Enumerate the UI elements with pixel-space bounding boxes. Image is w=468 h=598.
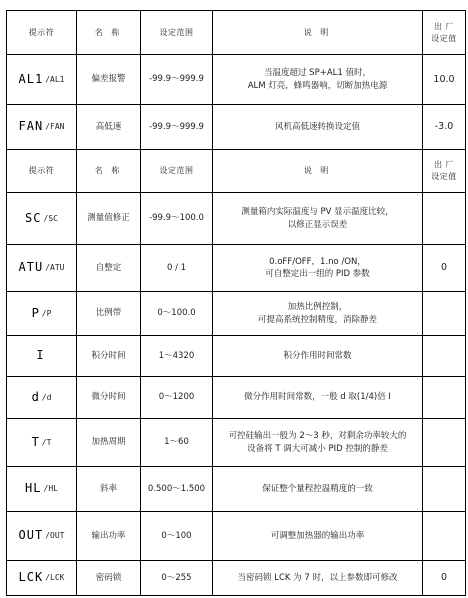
table-row — [7, 561, 466, 596]
parameter-table — [6, 10, 466, 596]
prompt-symbol — [7, 561, 77, 596]
factory-value — [423, 377, 466, 419]
param-description: 当温度超过 SP+AL1 值时， ALM 灯亮，蜂鸣器响，切断加热电源 — [213, 55, 423, 105]
param-description: 可调整加热器的输出功率 — [213, 512, 423, 561]
table-header-row — [7, 11, 466, 55]
param-range: -99.9～999.9 — [141, 105, 213, 150]
prompt-code: /d — [41, 392, 52, 402]
led-glyph: HL — [25, 481, 42, 496]
param-range: 1～4320 — [141, 336, 213, 377]
param-range: 1～60 — [141, 419, 213, 467]
prompt-symbol — [7, 467, 77, 512]
led-glyph: P — [31, 305, 40, 320]
param-name: 自整定 — [77, 245, 141, 292]
param-range: 0～255 — [141, 561, 213, 596]
prompt-code: /HL — [43, 484, 58, 494]
factory-value — [423, 467, 466, 512]
led-glyph: T — [31, 434, 40, 449]
led-glyph: LCK — [18, 570, 44, 585]
header-factory-default: 出 厂 设定值 — [423, 11, 466, 55]
param-description: 0.oFF/OFF，1.no /ON， 可自整定出一组的 PID 参数 — [213, 245, 423, 292]
led-glyph: I — [36, 348, 45, 363]
factory-value — [423, 419, 466, 467]
factory-value: 0 — [423, 561, 466, 596]
factory-value — [423, 336, 466, 377]
header-description: 说 明 — [213, 150, 423, 193]
param-name: 加热周期 — [77, 419, 141, 467]
table-row — [7, 245, 466, 292]
param-name: 输出功率 — [77, 512, 141, 561]
header-description: 说 明 — [213, 11, 423, 55]
factory-value — [423, 193, 466, 245]
param-range: 0～1200 — [141, 377, 213, 419]
param-description: 风机高低速转换设定值 — [213, 105, 423, 150]
param-range: -99.9～100.0 — [141, 193, 213, 245]
prompt-symbol — [7, 245, 77, 292]
table-row — [7, 105, 466, 150]
table-row — [7, 377, 466, 419]
param-description: 可控硅输出一般为 2～3 秒，对剩余功率较大的 设备将 T 调大可减小 PID 控制的静差 — [213, 419, 423, 467]
header-factory-default: 出 厂 设定值 — [423, 150, 466, 193]
param-range: 0 / 1 — [141, 245, 213, 292]
header-name: 名 称 — [77, 150, 141, 193]
table-row — [7, 292, 466, 336]
param-range: 0～100 — [141, 512, 213, 561]
param-name: 密码锁 — [77, 561, 141, 596]
led-glyph: SC — [25, 210, 42, 225]
prompt-symbol — [7, 419, 77, 467]
prompt-code: /AL1 — [45, 74, 65, 84]
param-description: 当密码锁 LCK 为 7 时，以上参数即可修改 — [213, 561, 423, 596]
prompt-code: /P — [41, 308, 52, 318]
prompt-symbol — [7, 512, 77, 561]
led-glyph: ATU — [18, 260, 44, 275]
param-name: 偏差报警 — [77, 55, 141, 105]
prompt-code: /OUT — [45, 531, 65, 541]
header-name: 名 称 — [77, 11, 141, 55]
factory-value: 10.0 — [423, 55, 466, 105]
param-range: -99.9～999.9 — [141, 55, 213, 105]
table-row — [7, 193, 466, 245]
table-header-row — [7, 150, 466, 193]
prompt-symbol — [7, 55, 77, 105]
prompt-symbol — [7, 336, 77, 377]
param-name: 斜率 — [77, 467, 141, 512]
param-range: 0.500～1.500 — [141, 467, 213, 512]
prompt-code: /SC — [43, 213, 58, 223]
prompt-symbol — [7, 292, 77, 336]
factory-value: 0 — [423, 245, 466, 292]
table-row — [7, 467, 466, 512]
factory-value: -3.0 — [423, 105, 466, 150]
led-glyph: AL1 — [18, 71, 44, 86]
factory-value — [423, 512, 466, 561]
led-glyph: FAN — [18, 119, 44, 134]
param-description: 加热比例控制， 可提高系统控制精度，消除静差 — [213, 292, 423, 336]
table-row — [7, 336, 466, 377]
prompt-symbol — [7, 193, 77, 245]
prompt-code: /FAN — [45, 122, 65, 132]
prompt-code: /ATU — [45, 263, 65, 273]
prompt-symbol — [7, 377, 77, 419]
table-row — [7, 419, 466, 467]
prompt-code: /T — [41, 437, 52, 447]
param-description: 积分作用时间常数 — [213, 336, 423, 377]
param-name: 比例带 — [77, 292, 141, 336]
factory-value — [423, 292, 466, 336]
led-glyph: OUT — [18, 528, 44, 543]
table-row — [7, 55, 466, 105]
header-prompt: 提示符 — [7, 11, 77, 55]
prompt-code: /LCK — [45, 573, 65, 583]
header-range: 设定范围 — [141, 11, 213, 55]
header-range: 设定范围 — [141, 150, 213, 193]
param-description: 测量箱内实际温度与 PV 显示温度比较， 以修正显示误差 — [213, 193, 423, 245]
param-name: 积分时间 — [77, 336, 141, 377]
param-description: 微分作用时间常数，一般 d 取(1/4)倍 I — [213, 377, 423, 419]
param-name: 测量值修正 — [77, 193, 141, 245]
param-range: 0～100.0 — [141, 292, 213, 336]
param-name: 高低速 — [77, 105, 141, 150]
param-name: 微分时间 — [77, 377, 141, 419]
param-description: 保证整个量程控温精度的一致 — [213, 467, 423, 512]
prompt-symbol — [7, 105, 77, 150]
table-row — [7, 512, 466, 561]
header-prompt: 提示符 — [7, 150, 77, 193]
led-glyph: d — [31, 389, 40, 404]
